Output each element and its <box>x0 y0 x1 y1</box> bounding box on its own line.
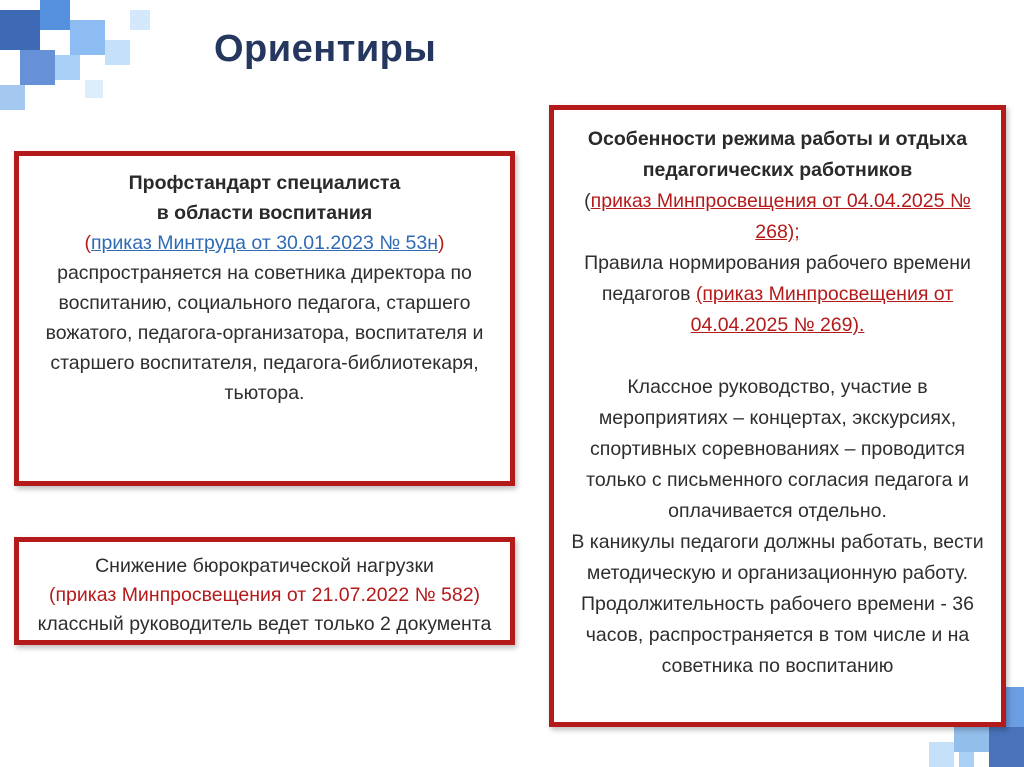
mintrud-order-link[interactable]: приказ Минтруда от 30.01.2023 № 53н <box>90 232 439 254</box>
working-hours-paragraph: Продолжительность рабочего времени - 36 часов, распространяется в том числе и на советника по воспитанию <box>581 593 974 677</box>
work-regime-heading-line1: Особенности режима работы и отдыха <box>587 128 968 150</box>
corner-decoration-top-left <box>0 0 180 120</box>
bureaucracy-box <box>14 537 515 645</box>
profstandard-body: распространяется на советника директора по воспитанию, социального педагога, старшего вожатого, педагога-организатора, воспитателя и старшего воспитателя, педагога-библиотекаря, тьютора. <box>45 262 484 404</box>
slide-title: Ориентиры <box>214 28 437 70</box>
holidays-paragraph: В каникулы педагоги должны работать, вести методическую и организационную работу. <box>571 531 984 584</box>
profstandard-box <box>14 151 515 486</box>
minpros-order-269-link[interactable]: (приказ Минпросвещения от 04.04.2025 № 269). <box>690 283 954 336</box>
work-regime-box <box>549 105 1006 727</box>
profstandard-heading-line1: Профстандарт специалиста <box>128 172 401 194</box>
order-open-paren: ( <box>84 232 91 254</box>
bureaucracy-order: (приказ Минпросвещения от 21.07.2022 № 582) <box>48 584 481 606</box>
bureaucracy-line3: классный руководитель ведет только 2 документа <box>37 613 492 635</box>
minpros-order-268-link[interactable]: приказ Минпросвещения от 04.04.2025 № 268); <box>590 190 971 243</box>
profstandard-heading-line2: в области воспитания <box>156 202 373 224</box>
work-regime-rules <box>568 248 987 341</box>
work-regime-order1 <box>568 186 987 248</box>
order-close-paren: ) <box>438 232 445 254</box>
bureaucracy-line1: Снижение бюрократической нагрузки <box>95 555 434 577</box>
order1-open-paren: ( <box>584 190 591 212</box>
work-regime-heading-line2: педагогических работников <box>642 159 913 181</box>
profstandard-order <box>37 228 492 258</box>
class-management-paragraph: Классное руководство, участие в мероприятиях – концертах, экскурсиях, спортивных соревнованиях – проводится только с письменного согласия педагога и оплачивается отдельно. <box>586 376 969 522</box>
rules-text: Правила нормирования рабочего времени педагогов <box>584 252 971 305</box>
spacer <box>568 341 987 372</box>
